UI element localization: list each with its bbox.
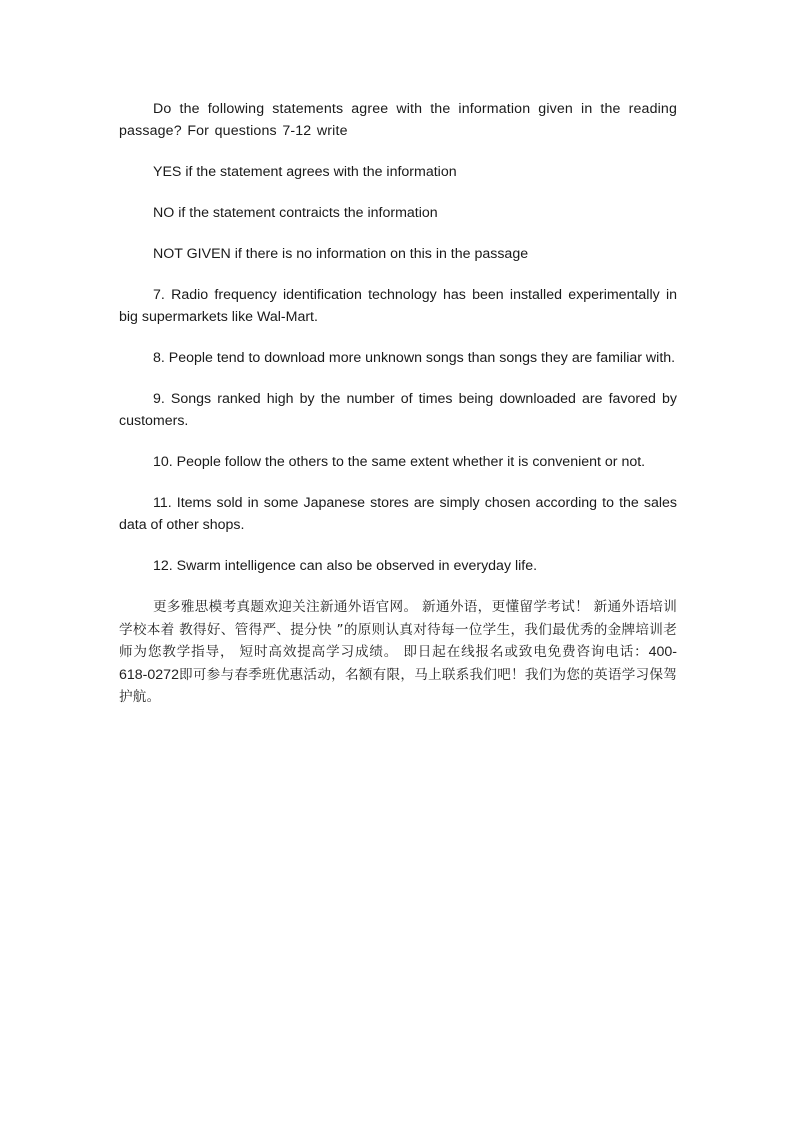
question-9: 9. Songs ranked high by the number of times being downloaded are favored by customers. — [119, 391, 677, 429]
promo-paragraph — [119, 596, 677, 709]
question-7: 7. Radio frequency identification technology has been installed experimentally in big supermarkets like Wal-Mart. — [119, 287, 677, 325]
question-8: 8. People tend to download more unknown songs than songs they are familiar with. — [153, 350, 676, 366]
question-12: 12. Swarm intelligence can also be observed in everyday life. — [153, 558, 538, 574]
option-no: NO if the statement contraicts the information — [153, 205, 438, 221]
promo-text-before: 更多雅思模考真题欢迎关注新通外语官网。 新通外语，更懂留学考试！ 新通外语培训学校本着 教得好、管得严、提分快 ”的原则认真对待每一位学生，我们最优秀的金牌培训老师为您教学指导， 短时高效提高学习成绩。 即日起在线报名或致电免费咨询电话： — [119, 599, 677, 660]
promo-text-after: 即可参与春季班优惠活动，名额有限，马上联系我们吧！我们为您的英语学习保驾护航。 — [119, 666, 677, 705]
phone-number: 400-618-0272 — [119, 644, 677, 683]
option-not-given: NOT GIVEN if there is no information on this in the passage — [153, 246, 529, 262]
question-11: 11. Items sold in some Japanese stores are simply chosen according to the sales data of other shops. — [119, 495, 677, 533]
instructions-paragraph: Do the following statements agree with the information given in the reading passage? For questions 7-12 write — [119, 101, 677, 139]
option-yes: YES if the statement agrees with the information — [153, 164, 457, 180]
question-10: 10. People follow the others to the same extent whether it is convenient or not. — [153, 454, 646, 470]
page-content — [119, 98, 677, 709]
